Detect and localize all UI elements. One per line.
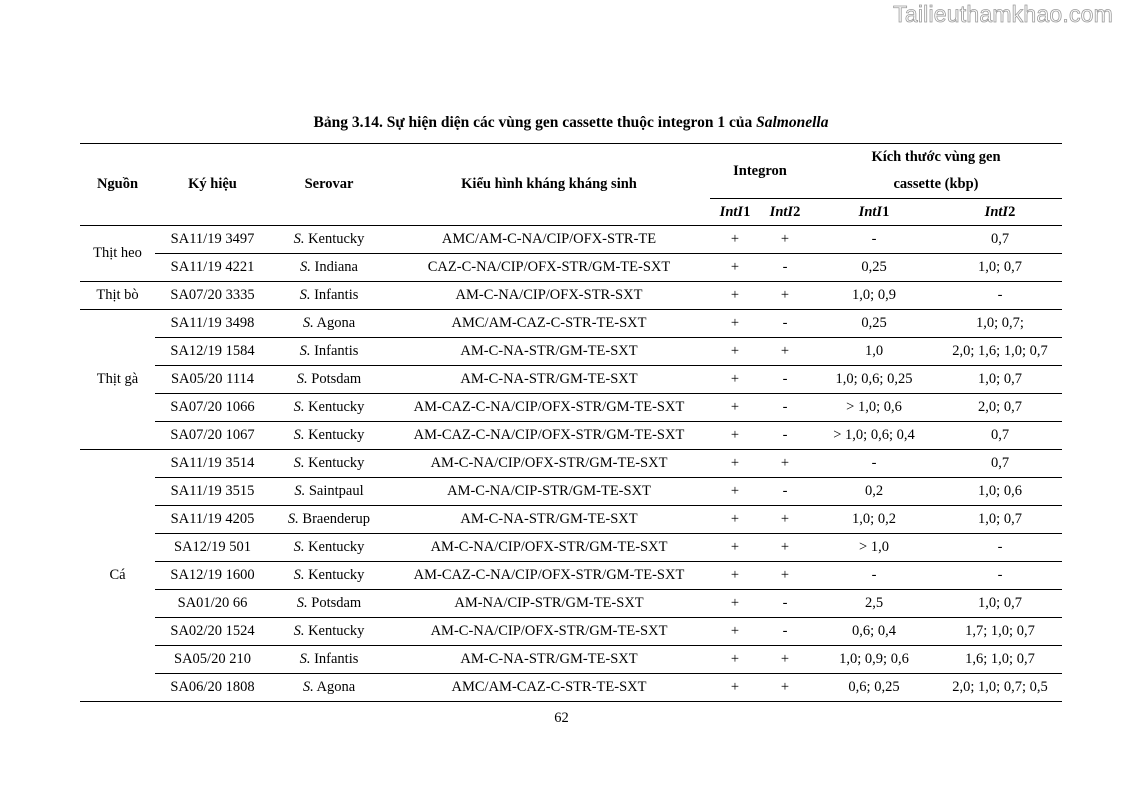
cell-int1: + bbox=[710, 394, 760, 422]
sub-int-label: IntI bbox=[769, 203, 794, 220]
cell-size-int2: 0,7 bbox=[938, 226, 1062, 254]
cell-size-int1: 0,25 bbox=[810, 254, 938, 282]
cell-serovar bbox=[270, 282, 388, 310]
serovar-genus: S. bbox=[299, 287, 311, 303]
serovar-genus: S. bbox=[296, 371, 308, 387]
cell-int1: + bbox=[710, 590, 760, 618]
header-source: Nguồn bbox=[80, 144, 155, 226]
cell-int2: - bbox=[760, 254, 810, 282]
caption-text: Bảng 3.14. Sự hiện diện các vùng gen cassette thuộc integron 1 của bbox=[313, 114, 757, 131]
watermark-text: Tailieuthamkhao.com bbox=[893, 1, 1113, 27]
cell-size-int2: 1,0; 0,7 bbox=[938, 590, 1062, 618]
cell-size-int1: 0,6; 0,25 bbox=[810, 674, 938, 702]
cell-code: SA07/20 1067 bbox=[155, 422, 270, 450]
serovar-genus: S. bbox=[296, 595, 308, 611]
cell-int1: + bbox=[710, 254, 760, 282]
cell-code: SA11/19 3514 bbox=[155, 450, 270, 478]
cell-serovar bbox=[270, 338, 388, 366]
cell-int2: + bbox=[760, 646, 810, 674]
cell-serovar bbox=[270, 674, 388, 702]
cell-source: Thịt bò bbox=[80, 282, 155, 310]
cell-size-int2: 2,0; 1,6; 1,0; 0,7 bbox=[938, 338, 1062, 366]
cell-phenotype: AM-C-NA/CIP/OFX-STR/GM-TE-SXT bbox=[388, 618, 710, 646]
table-caption bbox=[80, 114, 1062, 132]
serovar-species: Agona bbox=[316, 679, 356, 695]
serovar-genus: S. bbox=[299, 651, 311, 667]
cell-phenotype: AM-C-NA/CIP/OFX-STR/GM-TE-SXT bbox=[388, 534, 710, 562]
serovar-species: Saintpaul bbox=[308, 483, 364, 499]
cell-phenotype: AM-C-NA-STR/GM-TE-SXT bbox=[388, 338, 710, 366]
sub-int-num: 2 bbox=[793, 203, 801, 220]
cell-size-int2: 1,0; 0,7 bbox=[938, 506, 1062, 534]
cell-int2: - bbox=[760, 478, 810, 506]
cell-size-int1: 1,0; 0,9; 0,6 bbox=[810, 646, 938, 674]
cell-size-int2: 1,7; 1,0; 0,7 bbox=[938, 618, 1062, 646]
sub-int-label: IntI bbox=[858, 203, 883, 220]
cell-int2: + bbox=[760, 506, 810, 534]
cell-serovar bbox=[270, 254, 388, 282]
cell-size-int2: 0,7 bbox=[938, 422, 1062, 450]
cell-size-int2: - bbox=[938, 562, 1062, 590]
cell-int1: + bbox=[710, 422, 760, 450]
cell-serovar bbox=[270, 394, 388, 422]
table-row bbox=[80, 562, 1062, 590]
serovar-species: Potsdam bbox=[311, 595, 362, 611]
cell-int2: + bbox=[760, 534, 810, 562]
cell-serovar bbox=[270, 450, 388, 478]
serovar-species: Kentucky bbox=[308, 455, 365, 471]
cell-int1: + bbox=[710, 226, 760, 254]
cell-int1: + bbox=[710, 478, 760, 506]
table-row bbox=[80, 618, 1062, 646]
cell-size-int1: 1,0; 0,2 bbox=[810, 506, 938, 534]
cell-code: SA11/19 4221 bbox=[155, 254, 270, 282]
cell-int2: + bbox=[760, 450, 810, 478]
cell-int1: + bbox=[710, 366, 760, 394]
cell-int2: + bbox=[760, 562, 810, 590]
cell-int1: + bbox=[710, 506, 760, 534]
table-row bbox=[80, 590, 1062, 618]
cell-size-int1: - bbox=[810, 450, 938, 478]
cell-int2: - bbox=[760, 366, 810, 394]
cell-size-int1: 1,0; 0,9 bbox=[810, 282, 938, 310]
cell-code: SA11/19 3497 bbox=[155, 226, 270, 254]
header-code: Ký hiệu bbox=[155, 144, 270, 226]
serovar-genus: S. bbox=[302, 679, 314, 695]
serovar-species: Kentucky bbox=[308, 567, 365, 583]
cell-source: Thịt gà bbox=[80, 310, 155, 450]
serovar-genus: S. bbox=[293, 427, 305, 443]
caption-italic: Salmonella bbox=[756, 114, 829, 131]
cell-int2: - bbox=[760, 310, 810, 338]
cell-source: Cá bbox=[80, 450, 155, 702]
serovar-species: Infantis bbox=[314, 343, 359, 359]
serovar-species: Agona bbox=[316, 315, 356, 331]
cell-size-int1: 0,6; 0,4 bbox=[810, 618, 938, 646]
serovar-genus: S. bbox=[293, 539, 305, 555]
cell-int2: + bbox=[760, 282, 810, 310]
cell-int1: + bbox=[710, 618, 760, 646]
cell-code: SA06/20 1808 bbox=[155, 674, 270, 702]
serovar-genus: S. bbox=[293, 567, 305, 583]
cell-size-int1: > 1,0; 0,6 bbox=[810, 394, 938, 422]
cell-int1: + bbox=[710, 534, 760, 562]
cell-size-int2: 2,0; 1,0; 0,7; 0,5 bbox=[938, 674, 1062, 702]
cell-serovar bbox=[270, 618, 388, 646]
serovar-genus: S. bbox=[299, 343, 311, 359]
subheader-int1 bbox=[710, 199, 760, 226]
cell-serovar bbox=[270, 562, 388, 590]
serovar-species: Kentucky bbox=[308, 399, 365, 415]
serovar-species: Kentucky bbox=[308, 231, 365, 247]
header-phenotype: Kiểu hình kháng kháng sinh bbox=[388, 144, 710, 226]
sub-int-label: IntI bbox=[719, 203, 744, 220]
page-number: 62 bbox=[554, 710, 569, 726]
serovar-genus: S. bbox=[293, 399, 305, 415]
sub-int-label: IntI bbox=[984, 203, 1009, 220]
table-row bbox=[80, 310, 1062, 338]
cell-int1: + bbox=[710, 310, 760, 338]
table-row bbox=[80, 506, 1062, 534]
cell-size-int1: 1,0; 0,6; 0,25 bbox=[810, 366, 938, 394]
cell-phenotype: AM-C-NA-STR/GM-TE-SXT bbox=[388, 366, 710, 394]
cell-code: SA01/20 66 bbox=[155, 590, 270, 618]
cell-int1: + bbox=[710, 674, 760, 702]
serovar-genus: S. bbox=[293, 455, 305, 471]
cell-phenotype: AM-CAZ-C-NA/CIP/OFX-STR/GM-TE-SXT bbox=[388, 562, 710, 590]
cell-size-int2: - bbox=[938, 534, 1062, 562]
subheader-size-int2 bbox=[938, 199, 1062, 226]
table-row bbox=[80, 534, 1062, 562]
cell-int2: - bbox=[760, 618, 810, 646]
cell-phenotype: AMC/AM-CAZ-C-STR-TE-SXT bbox=[388, 310, 710, 338]
cell-phenotype: AM-C-NA/CIP-STR/GM-TE-SXT bbox=[388, 478, 710, 506]
cell-serovar bbox=[270, 366, 388, 394]
cell-size-int2: 0,7 bbox=[938, 450, 1062, 478]
cell-int1: + bbox=[710, 338, 760, 366]
cell-phenotype: AM-C-NA/CIP/OFX-STR-SXT bbox=[388, 282, 710, 310]
cell-int2: + bbox=[760, 338, 810, 366]
cell-size-int2: 2,0; 0,7 bbox=[938, 394, 1062, 422]
subheader-int2 bbox=[760, 199, 810, 226]
cell-size-int1: > 1,0; 0,6; 0,4 bbox=[810, 422, 938, 450]
cell-phenotype: AM-CAZ-C-NA/CIP/OFX-STR/GM-TE-SXT bbox=[388, 422, 710, 450]
cell-size-int1: - bbox=[810, 562, 938, 590]
header-serovar: Serovar bbox=[270, 144, 388, 226]
serovar-genus: S. bbox=[293, 623, 305, 639]
cell-size-int1: 0,2 bbox=[810, 478, 938, 506]
table-row bbox=[80, 422, 1062, 450]
cell-size-int2: 1,0; 0,6 bbox=[938, 478, 1062, 506]
cell-phenotype: AMC/AM-C-NA/CIP/OFX-STR-TE bbox=[388, 226, 710, 254]
cell-int1: + bbox=[710, 646, 760, 674]
cell-code: SA11/19 3498 bbox=[155, 310, 270, 338]
serovar-genus: S. bbox=[294, 483, 306, 499]
cell-size-int1: > 1,0 bbox=[810, 534, 938, 562]
cell-code: SA12/19 1600 bbox=[155, 562, 270, 590]
cell-code: SA11/19 3515 bbox=[155, 478, 270, 506]
table-row bbox=[80, 226, 1062, 254]
table-body bbox=[80, 226, 1062, 702]
cell-int2: + bbox=[760, 226, 810, 254]
cell-code: SA07/20 3335 bbox=[155, 282, 270, 310]
cell-int2: - bbox=[760, 422, 810, 450]
cell-serovar bbox=[270, 506, 388, 534]
cell-int2: + bbox=[760, 674, 810, 702]
cell-size-int2: 1,0; 0,7 bbox=[938, 366, 1062, 394]
table-row bbox=[80, 394, 1062, 422]
table-row bbox=[80, 646, 1062, 674]
cell-serovar bbox=[270, 226, 388, 254]
serovar-genus: S. bbox=[300, 259, 311, 275]
serovar-species: Kentucky bbox=[308, 427, 365, 443]
cell-source: Thịt heo bbox=[80, 226, 155, 282]
sub-int-num: 1 bbox=[743, 203, 751, 220]
table-row bbox=[80, 282, 1062, 310]
cell-phenotype: AM-C-NA/CIP/OFX-STR/GM-TE-SXT bbox=[388, 450, 710, 478]
cell-code: SA05/20 210 bbox=[155, 646, 270, 674]
cell-code: SA07/20 1066 bbox=[155, 394, 270, 422]
table-row bbox=[80, 366, 1062, 394]
cell-size-int2: 1,0; 0,7; bbox=[938, 310, 1062, 338]
cell-size-int2: 1,0; 0,7 bbox=[938, 254, 1062, 282]
serovar-species: Braenderup bbox=[302, 511, 371, 527]
cell-size-int1: 0,25 bbox=[810, 310, 938, 338]
cell-serovar bbox=[270, 646, 388, 674]
serovar-species: Kentucky bbox=[308, 623, 365, 639]
cell-code: SA11/19 4205 bbox=[155, 506, 270, 534]
header-integron: Integron bbox=[710, 144, 810, 199]
cell-phenotype: AM-NA/CIP-STR/GM-TE-SXT bbox=[388, 590, 710, 618]
table-row bbox=[80, 674, 1062, 702]
cell-phenotype: AM-CAZ-C-NA/CIP/OFX-STR/GM-TE-SXT bbox=[388, 394, 710, 422]
serovar-species: Infantis bbox=[314, 651, 359, 667]
header-size-line2: cassette (kbp) bbox=[810, 171, 1062, 199]
cell-phenotype: AMC/AM-CAZ-C-STR-TE-SXT bbox=[388, 674, 710, 702]
cell-int2: - bbox=[760, 590, 810, 618]
serovar-species: Kentucky bbox=[308, 539, 365, 555]
cell-code: SA02/20 1524 bbox=[155, 618, 270, 646]
cell-size-int2: - bbox=[938, 282, 1062, 310]
cell-serovar bbox=[270, 534, 388, 562]
cell-serovar bbox=[270, 478, 388, 506]
cell-serovar bbox=[270, 590, 388, 618]
table-row bbox=[80, 338, 1062, 366]
serovar-genus: S. bbox=[293, 231, 305, 247]
cell-int2: - bbox=[760, 394, 810, 422]
cell-size-int1: 1,0 bbox=[810, 338, 938, 366]
subheader-size-int1 bbox=[810, 199, 938, 226]
cell-phenotype: CAZ-C-NA/CIP/OFX-STR/GM-TE-SXT bbox=[388, 254, 710, 282]
serovar-genus: S. bbox=[287, 511, 299, 527]
sub-int-num: 2 bbox=[1008, 203, 1016, 220]
cell-size-int1: - bbox=[810, 226, 938, 254]
cell-int1: + bbox=[710, 562, 760, 590]
serovar-genus: S. bbox=[302, 315, 314, 331]
cell-size-int2: 1,6; 1,0; 0,7 bbox=[938, 646, 1062, 674]
cell-int1: + bbox=[710, 450, 760, 478]
cell-serovar bbox=[270, 422, 388, 450]
table-row bbox=[80, 450, 1062, 478]
cell-code: SA12/19 501 bbox=[155, 534, 270, 562]
cell-serovar bbox=[270, 310, 388, 338]
cell-code: SA12/19 1584 bbox=[155, 338, 270, 366]
header-size-line1: Kích thước vùng gen bbox=[810, 144, 1062, 172]
cell-size-int1: 2,5 bbox=[810, 590, 938, 618]
table-row bbox=[80, 478, 1062, 506]
serovar-species: Indiana bbox=[314, 259, 358, 275]
serovar-species: Infantis bbox=[314, 287, 359, 303]
cell-code: SA05/20 1114 bbox=[155, 366, 270, 394]
cell-phenotype: AM-C-NA-STR/GM-TE-SXT bbox=[388, 506, 710, 534]
cell-phenotype: AM-C-NA-STR/GM-TE-SXT bbox=[388, 646, 710, 674]
sub-int-num: 1 bbox=[882, 203, 890, 220]
serovar-species: Potsdam bbox=[311, 371, 362, 387]
cell-int1: + bbox=[710, 282, 760, 310]
table-row bbox=[80, 254, 1062, 282]
integron-table bbox=[80, 143, 1062, 702]
